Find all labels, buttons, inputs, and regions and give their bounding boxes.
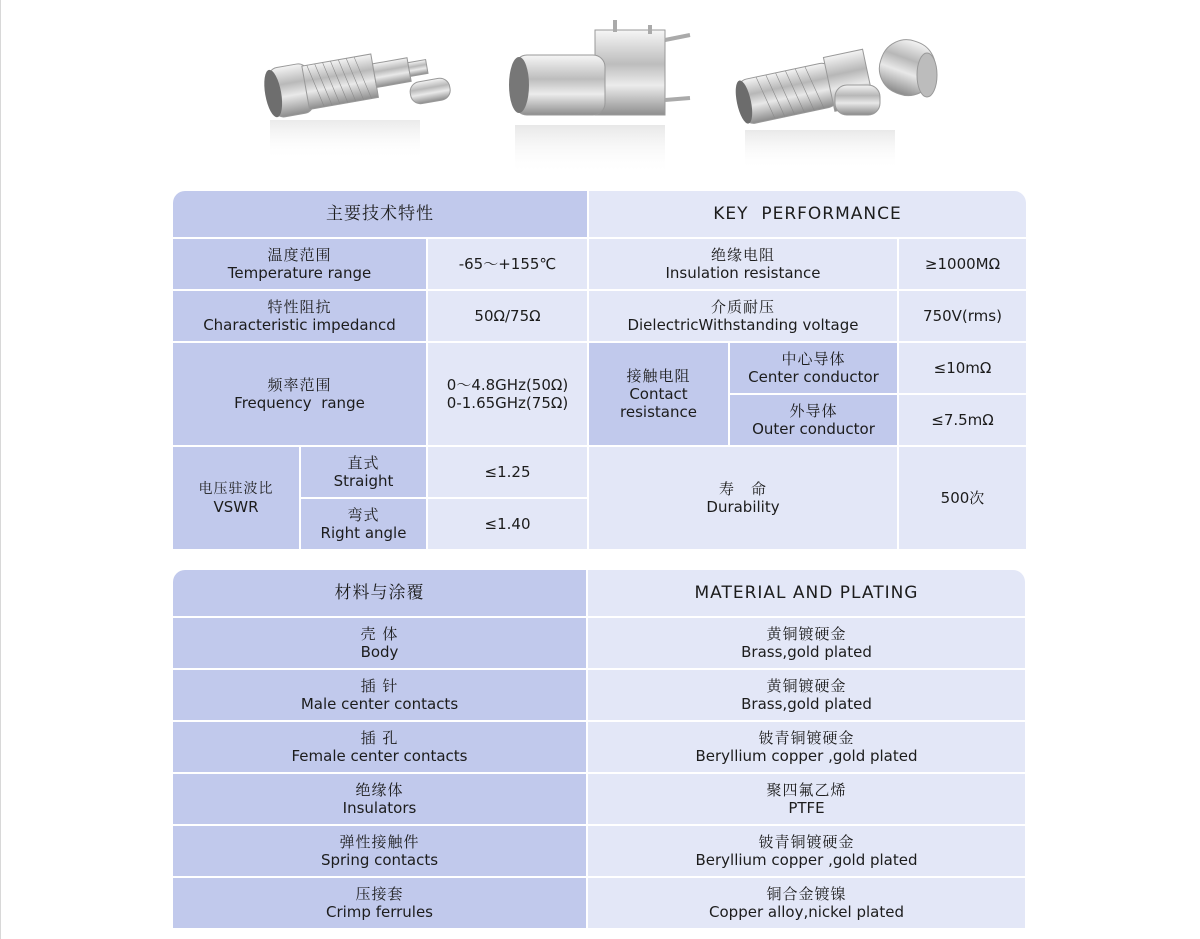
insulation-label-zh: 绝缘电阻 [710,246,775,264]
frequency-label-zh: 频率范围 [267,376,332,394]
frequency-label [173,343,426,445]
material-zh: 黄铜镀硬金 [766,625,847,643]
part-en: Body [360,643,399,661]
outer-conductor-value-text: ≤7.5mΩ [931,411,994,429]
outer-conductor-value [899,395,1026,445]
impedance-value [428,291,587,341]
material-header-zh [173,570,586,616]
part-zh: 绝缘体 [355,781,404,799]
vswr-label [173,447,299,549]
durability-label-zh: 寿 命 [718,480,767,498]
left-edge-line [0,0,1,939]
part-zh: 插 针 [360,677,399,695]
center-conductor-value-text: ≤10mΩ [933,359,992,377]
part-zh: 弹性接触件 [339,833,420,851]
vswr-label-zh: 电压驻波比 [198,481,274,497]
material-zh: 铜合金镀镍 [766,885,847,903]
performance-header-zh [173,191,587,237]
material-cell [588,618,1025,668]
temperature-label-en: Temperature range [227,264,372,282]
impedance-label-zh: 特性阻抗 [267,298,332,316]
frequency-value-75ohm: 0-1.65GHz(75Ω) [446,394,569,412]
material-en: PTFE [788,799,825,817]
material-cell [588,878,1025,928]
part-en: Insulators [342,799,417,817]
dielectric-value-text: 750V(rms) [923,307,1002,325]
part-en: Spring contacts [320,851,439,869]
center-conductor-value [899,343,1026,393]
impedance-value-text: 50Ω/75Ω [474,307,541,325]
material-cell [588,670,1025,720]
material-en: Copper alloy,nickel plated [709,903,904,921]
material-cell [588,774,1025,824]
dielectric-label [589,291,897,341]
part-cell [173,826,586,876]
material-header-en [588,570,1025,616]
material-zh: 聚四氟乙烯 [766,781,847,799]
vswr-straight-label [301,447,426,497]
vswr-straight-value-text: ≤1.25 [484,463,531,481]
vswr-right-angle-label-zh: 弯式 [347,506,380,524]
outer-conductor-label-zh: 外导体 [789,402,838,420]
material-plating-table [173,570,1025,928]
contact-label-en-2: resistance [620,403,697,421]
part-zh: 压接套 [355,885,404,903]
outer-conductor-label [730,395,897,445]
temperature-value-text: -65～+155℃ [458,255,557,273]
frequency-value [428,343,587,445]
material-en: Beryllium copper ,gold plated [695,851,918,869]
durability-label [589,447,897,549]
material-header-en-text: MATERIAL AND PLATING [694,583,919,603]
vswr-label-en: VSWR [213,498,259,516]
part-cell [173,670,586,720]
vswr-straight-label-en: Straight [333,472,394,490]
center-conductor-label-en: Center conductor [748,368,879,386]
pcb-jack-image [505,20,705,185]
performance-header-zh-text: 主要技术特性 [326,204,434,224]
part-cell [173,618,586,668]
temperature-label-zh: 温度范围 [267,246,332,264]
contact-label-zh: 接触电阻 [626,367,691,385]
material-zh: 黄铜镀硬金 [766,677,847,695]
part-zh: 壳 体 [360,625,399,643]
center-conductor-label [730,343,897,393]
material-en: Brass,gold plated [741,695,872,713]
impedance-label [173,291,426,341]
part-cell [173,774,586,824]
part-en: Crimp ferrules [325,903,433,921]
performance-header-en-text: KEY PERFORMANCE [713,204,902,224]
insulation-value-text: ≥1000MΩ [924,255,1001,273]
contact-resistance-label [589,343,728,445]
impedance-label-en: Characteristic impedancd [203,316,396,334]
part-cell [173,722,586,772]
material-zh: 铍青铜镀硬金 [758,833,855,851]
material-en: Brass,gold plated [741,643,872,661]
material-cell [588,722,1025,772]
temperature-label [173,239,426,289]
outer-conductor-label-en: Outer conductor [752,420,875,438]
material-zh: 铍青铜镀硬金 [758,729,855,747]
durability-label-en: Durability [706,498,780,516]
key-performance-table [173,191,1025,549]
vswr-straight-label-zh: 直式 [347,454,380,472]
material-en: Beryllium copper ,gold plated [695,747,918,765]
vswr-right-angle-value [428,499,587,549]
product-images [230,20,970,185]
part-en: Female center contacts [291,747,468,765]
contact-label-en-1: Contact [629,385,688,403]
durability-value [899,447,1026,549]
insulation-label-en: Insulation resistance [665,264,821,282]
vswr-right-angle-label-en: Right angle [320,524,407,542]
frequency-value-50ohm: 0～4.8GHz(50Ω) [446,376,569,394]
temperature-value [428,239,587,289]
center-conductor-label-zh: 中心导体 [781,350,846,368]
part-en: Male center contacts [300,695,459,713]
insulation-label [589,239,897,289]
part-zh: 插 孔 [360,729,399,747]
frequency-label-en: Frequency range [234,394,365,412]
vswr-right-angle-value-text: ≤1.40 [484,515,531,533]
right-angle-crimp-plug-image [735,20,950,180]
dielectric-label-en: DielectricWithstanding voltage [627,316,859,334]
material-cell [588,826,1025,876]
dielectric-value [899,291,1026,341]
vswr-right-angle-label [301,499,426,549]
material-header-zh-text: 材料与涂覆 [334,583,425,603]
durability-value-text: 500次 [940,489,985,507]
vswr-straight-value [428,447,587,497]
part-cell [173,878,586,928]
straight-crimp-plug-image [250,20,460,180]
performance-header-en [589,191,1026,237]
insulation-value [899,239,1026,289]
dielectric-label-zh: 介质耐压 [710,298,775,316]
